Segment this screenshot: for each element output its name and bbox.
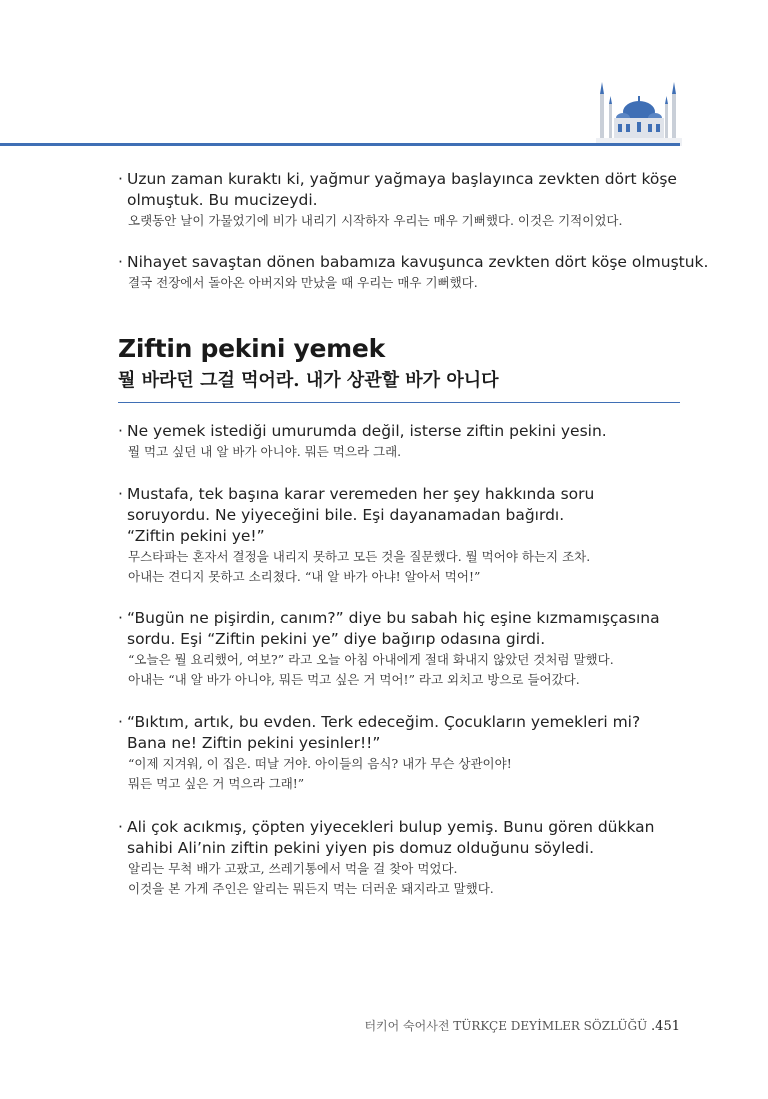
bullet: · (118, 818, 123, 836)
turkish-sentence: soruyordu. Ne yiyeceğini bile. Eşi dayanamadan bağırdı. (127, 506, 565, 524)
korean-translation: 오랫동안 날이 가물었기에 비가 내리기 시작하자 우리는 매우 기뻐했다. 이것은 기적이었다. (128, 213, 623, 228)
page-footer (364, 1017, 680, 1034)
turkish-sentence: sahibi Ali’nin ziftin pekini yiyen pis domuz olduğunu söyledi. (127, 839, 595, 857)
turkish-sentence: sordu. Eşi “Ziftin pekini ye” diye bağırıp odasına girdi. (127, 630, 546, 648)
example-entry (118, 817, 688, 899)
korean-translation: “이제 지겨워, 이 집은. 떠날 거야. 아이들의 음식? 내가 무슨 상관이야! (128, 756, 512, 771)
example-entry (118, 252, 709, 293)
korean-translation: 알리는 무척 배가 고팠고, 쓰레기통에서 먹을 걸 찾아 먹었다. (128, 861, 458, 876)
turkish-sentence: “Bıktım, artık, bu evden. Terk edeceğim. Çocukların yemekleri mi? (127, 713, 641, 731)
turkish-sentence: olmuştuk. Bu mucizeydi. (127, 191, 318, 209)
turkish-sentence: Mustafa, tek başına karar veremeden her şey hakkında soru (127, 485, 595, 503)
bullet: · (118, 485, 123, 503)
idiom-title: Ziftin pekini yemek (118, 334, 385, 363)
turkish-sentence: Uzun zaman kuraktı ki, yağmur yağmaya başlayınca zevkten dört köşe (127, 170, 677, 188)
korean-translation: 결국 전장에서 돌아온 아버지와 만났을 때 우리는 매우 기뻐했다. (128, 275, 478, 290)
bullet: · (118, 170, 123, 188)
example-entry (118, 712, 688, 794)
turkish-sentence: “Ziftin pekini ye!” (127, 527, 265, 545)
bullet: · (118, 713, 123, 731)
mosque-icon (596, 78, 682, 146)
korean-translation: 아내는 견디지 못하고 소리쳤다. “내 알 바가 아냐! 알아서 먹어!” (128, 569, 481, 584)
bullet: · (118, 253, 123, 271)
turkish-sentence: “Bugün ne pişirdin, canım?” diye bu sabah hiç eşine kızmamışçasına (127, 609, 660, 627)
example-entry (118, 484, 688, 587)
korean-translation: “오늘은 뭘 요리했어, 여보?” 라고 오늘 아침 아내에게 절대 화내지 않았던 것처럼 말했다. (128, 652, 614, 667)
example-entry (118, 608, 688, 690)
idiom-meaning: 뭘 바라던 그걸 먹어라. 내가 상관할 바가 아니다 (118, 370, 499, 391)
korean-translation: 아내는 “내 알 바가 아니야, 뭐든 먹고 싶은 거 먹어!” 라고 외치고 방으로 들어갔다. (128, 672, 580, 687)
turkish-sentence: Ne yemek istediği umurumda değil, isterse ziftin pekini yesin. (127, 422, 607, 440)
bullet: · (118, 609, 123, 627)
turkish-sentence: Ali çok acıkmış, çöpten yiyecekleri bulup yemiş. Bunu gören dükkan (127, 818, 655, 836)
korean-translation: 이것을 본 가게 주인은 알리는 뭐든지 먹는 더러운 돼지라고 말했다. (128, 881, 494, 896)
korean-translation: 무스타파는 혼자서 결정을 내리지 못하고 모든 것을 질문했다. 뭘 먹어야 하는지 조차. (128, 549, 591, 564)
book-title: 터키어 숙어사전 TÜRKÇE DEYİMLER SÖZLÜĞÜ (364, 1019, 648, 1033)
turkish-sentence: Bana ne! Ziftin pekini yesinler!!” (127, 734, 381, 752)
header-rule (0, 143, 680, 146)
heading-rule (118, 402, 680, 403)
korean-translation: 뭐든 먹고 싶은 거 먹으라 그래!” (128, 776, 305, 791)
bullet: · (118, 422, 123, 440)
example-entry (118, 421, 688, 462)
korean-translation: 뭘 먹고 싶던 내 알 바가 아니야. 뭐든 먹으라 그래. (128, 444, 402, 459)
page-number: .451 (651, 1019, 680, 1034)
turkish-sentence: Nihayet savaştan dönen babamıza kavuşunca zevkten dört köşe olmuştuk. (127, 253, 709, 271)
example-entry (118, 169, 688, 231)
